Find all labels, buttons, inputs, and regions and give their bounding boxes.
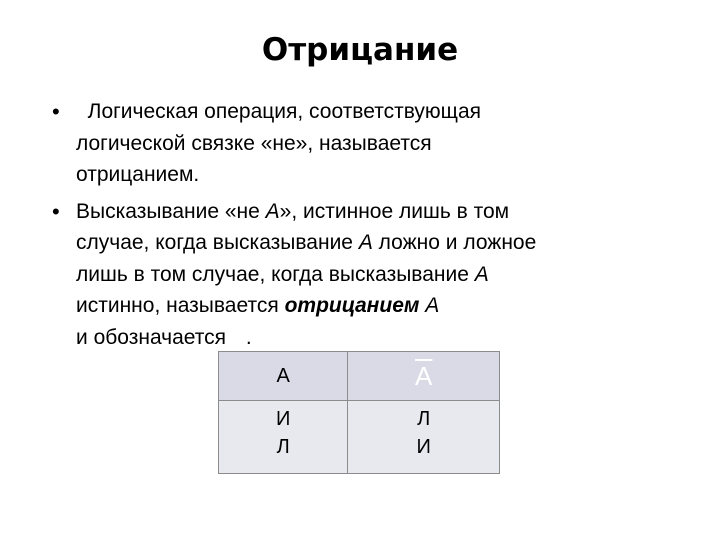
text-line: логической связке «не», называется (76, 131, 432, 155)
slide-title: Отрицание (261, 32, 459, 68)
text-fragment: ложно и ложное (372, 231, 537, 254)
value-cell-not-a (348, 401, 500, 474)
variable-a: А (419, 294, 440, 317)
text-fragment: лишь в том случае, когда высказывание (76, 262, 475, 286)
value-cell-a (219, 401, 348, 474)
text-line (76, 290, 702, 322)
text-line (76, 196, 702, 228)
bullet-dot: • (52, 198, 60, 224)
header-cell-a (219, 352, 348, 401)
cell-value: И (276, 408, 291, 430)
text-fragment: . (245, 325, 252, 349)
bullet-item-statement (52, 196, 702, 354)
truth-table (218, 351, 500, 474)
variable-a: А (358, 231, 373, 254)
text-fragment: истинно, называется (76, 294, 285, 317)
bullet-dot: • (52, 99, 60, 124)
cell-value: Л (276, 436, 290, 458)
table-header-row (219, 352, 500, 401)
table-row (219, 401, 500, 474)
text-fragment: и обозначается (76, 325, 232, 349)
header-cell-not-a (348, 352, 500, 401)
text-line: Логическая операция, соответствующая (76, 100, 481, 123)
variable-a: А (265, 199, 280, 223)
text-fragment: Высказывание «не (76, 199, 266, 223)
text-fragment: случае, когда высказывание (76, 231, 359, 254)
text-line (76, 322, 702, 354)
text-fragment: », истинное лишь в том (279, 199, 510, 223)
text-line (76, 259, 702, 291)
variable-a: А (474, 262, 489, 286)
bullet-list (52, 96, 702, 358)
negation-symbol: Ā (231, 325, 246, 349)
text-line (76, 227, 702, 259)
cell-value: И (416, 436, 431, 458)
header-a-label: А (276, 364, 290, 387)
header-not-a-label: А (415, 360, 433, 391)
text-line: отрицанием. (76, 163, 200, 186)
bullet-item-definition (52, 96, 702, 191)
term-negation: отрицанием (284, 294, 420, 317)
cell-value: Л (417, 408, 431, 430)
